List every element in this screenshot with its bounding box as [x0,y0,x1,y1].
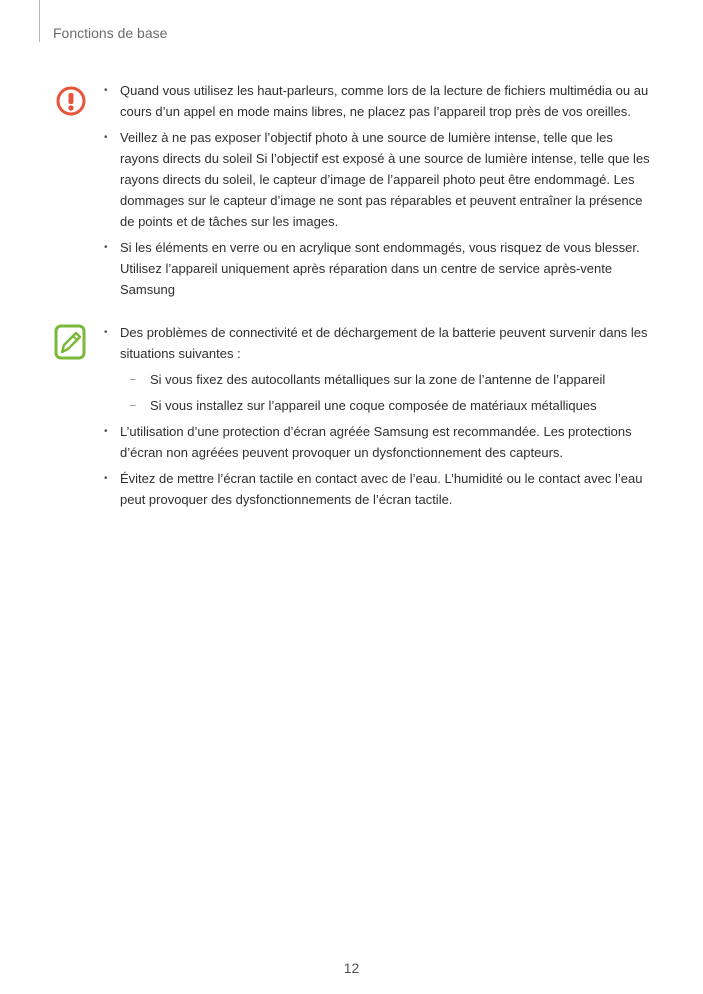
list-item: • Évitez de mettre l’écran tactile en contact avec de l’eau. L’humidité ou le contact avec l’eau peut provoquer des dysfonctionnements de l’écran tactile. [104,468,652,510]
list-item: • Si les éléments en verre ou en acrylique sont endommagés, vous risquez de vous blesser. Utilisez l’appareil uniquement après réparation dans un centre de service après-vente Samsung [104,237,652,300]
list-item: • Veillez à ne pas exposer l’objectif photo à une source de lumière intense, telle que les rayons directs du soleil Si l’objectif est exposé à une source de lumière intense, telle que les rayons directs du soleil, le capteur d’image de l’appareil photo peut être endommagé. Les dommages sur le capteur d’image ne sont pas réparables et peuvent entraîner la présence de points et de tâches sur les images. [104,127,652,232]
page-number: 12 [343,960,360,976]
header-rule [39,0,40,42]
list-item: • L’utilisation d’une protection d’écran agréée Samsung est recommandée. Les protections d’écran non agréées peuvent provoquer un dysfonctionnement des capteurs. [104,421,652,463]
note-list [104,322,652,515]
list-item: • Quand vous utilisez les haut-parleurs, comme lors de la lecture de fichiers multimédia ou au cours d’un appel en mode mains libres, ne placez pas l’appareil trop près de vos oreilles. [104,80,652,122]
list-item [104,322,652,416]
note-pencil-icon [54,324,86,360]
sub-list-item: – Si vous installez sur l’appareil une coque composée de matériaux métalliques [120,395,652,416]
warning-list [104,80,652,305]
sub-list-item: – Si vous fixez des autocollants métalliques sur la zone de l’antenne de l’appareil [120,369,652,390]
page-header-title: Fonctions de base [53,25,168,41]
list-item-text: Des problèmes de connectivité et de déchargement de la batterie peuvent survenir dans les situations suivantes : [120,325,648,361]
warning-icon [56,86,86,116]
